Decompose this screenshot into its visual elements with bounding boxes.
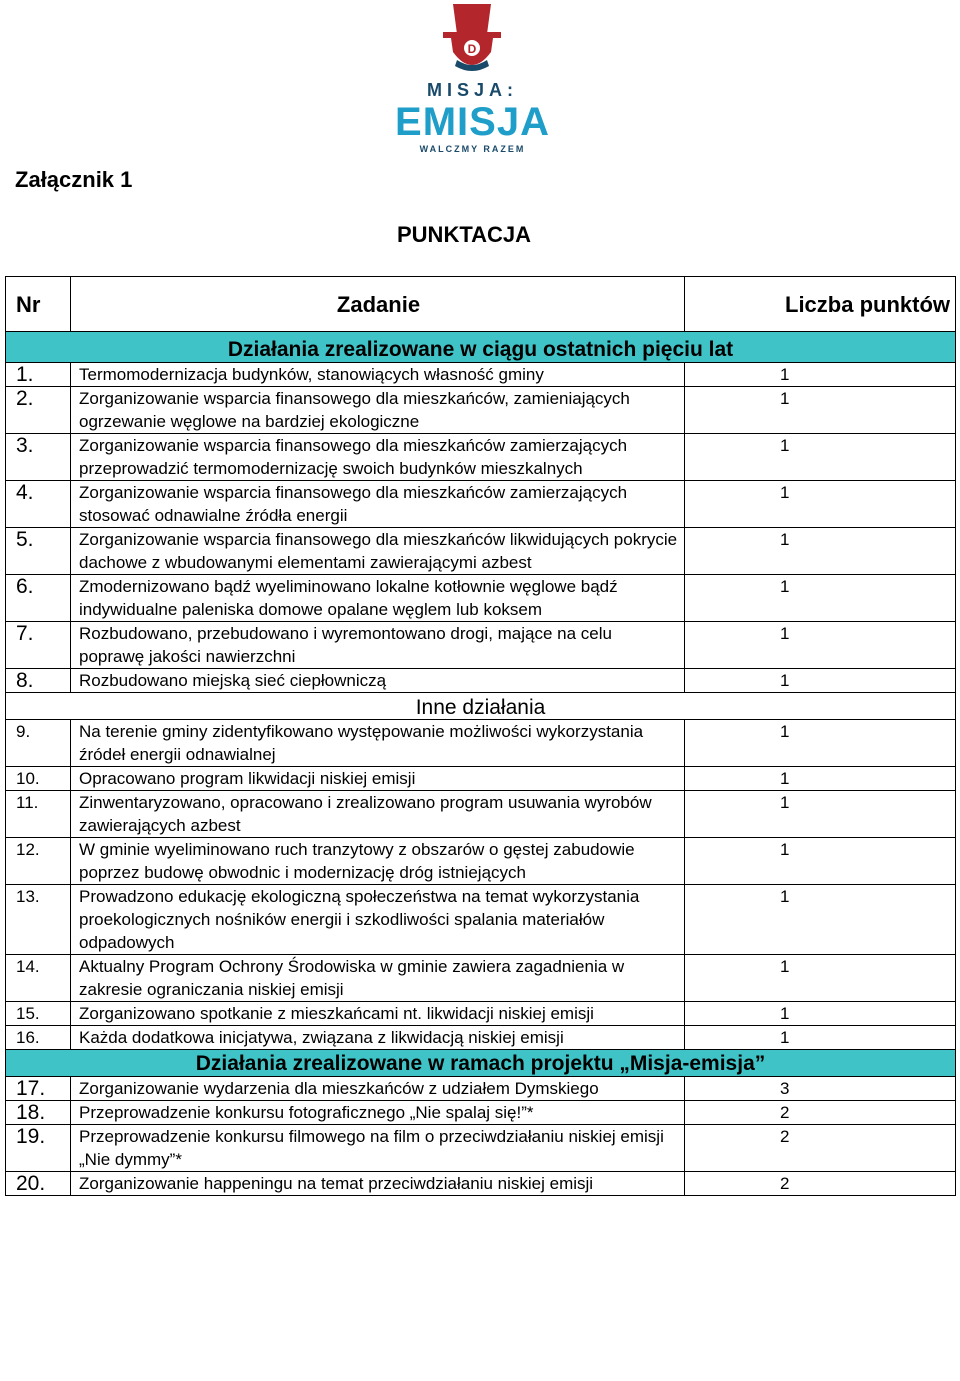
row-task: Opracowano program likwidacji niskiej emisji (71, 767, 685, 791)
row-number: 16. (6, 1026, 71, 1050)
points-table (5, 276, 956, 1196)
row-number: 8. (6, 669, 71, 693)
row-task: Rozbudowano, przebudowano i wyremontowano drogi, mające na celu poprawę jakości nawierzchni (71, 622, 685, 669)
table-row (6, 885, 956, 955)
row-task: Prowadzono edukację ekologiczną społeczeństwa na temat wykorzystania proekologicznych nośników energii i szkodliwości spalania materiałów odpadowych (71, 885, 685, 955)
row-number: 18. (6, 1101, 71, 1125)
table-row (6, 363, 956, 387)
row-task: Rozbudowano miejską sieć ciepłowniczą (71, 669, 685, 693)
row-number: 1. (6, 363, 71, 387)
table-row (6, 528, 956, 575)
row-number: 12. (6, 838, 71, 885)
row-number: 5. (6, 528, 71, 575)
row-number: 11. (6, 791, 71, 838)
table-row (6, 575, 956, 622)
row-points: 1 (685, 791, 956, 838)
row-points: 1 (685, 622, 956, 669)
row-points: 1 (685, 363, 956, 387)
table-row (6, 720, 956, 767)
row-number: 2. (6, 387, 71, 434)
logo-line2: EMISJA (395, 100, 550, 144)
section-title: Inne działania (6, 693, 956, 720)
row-points: 1 (685, 767, 956, 791)
svg-text:D: D (467, 42, 477, 56)
table-row (6, 955, 956, 1002)
chimney-mascot-icon (395, 0, 550, 80)
table-row (6, 1101, 956, 1125)
row-task: Każda dodatkowa inicjatywa, związana z likwidacją niskiej emisji (71, 1026, 685, 1050)
row-points: 1 (685, 720, 956, 767)
row-points: 2 (685, 1172, 956, 1196)
section-row (6, 1050, 956, 1077)
row-number: 9. (6, 720, 71, 767)
row-points: 3 (685, 1077, 956, 1101)
row-points: 1 (685, 669, 956, 693)
row-number: 13. (6, 885, 71, 955)
row-task: Zmodernizowano bądź wyeliminowano lokalne kotłownie węglowe bądź indywidualne paleniska domowe opalane węglem lub koksem (71, 575, 685, 622)
annex-label: Załącznik 1 (15, 167, 133, 192)
row-number: 3. (6, 434, 71, 481)
row-task: Zinwentaryzowano, opracowano i zrealizowano program usuwania wyrobów zawierających azbest (71, 791, 685, 838)
row-task: Termomodernizacja budynków, stanowiących własność gminy (71, 363, 685, 387)
table-row (6, 1077, 956, 1101)
row-task: Zorganizowanie wsparcia finansowego dla mieszkańców zamierzających stosować odnawialne źródła energii (71, 481, 685, 528)
row-task: W gminie wyeliminowano ruch tranzytowy z obszarów o gęstej zabudowie poprzez budowę obwodnic i modernizację dróg istniejących (71, 838, 685, 885)
row-number: 10. (6, 767, 71, 791)
section-title: Działania zrealizowane w ciągu ostatnich pięciu lat (6, 332, 956, 363)
row-task: Zorganizowano spotkanie z mieszkańcami nt. likwidacji niskiej emisji (71, 1002, 685, 1026)
row-task: Zorganizowanie wsparcia finansowego dla mieszkańców, zamieniających ogrzewanie węglowe na bardziej ekologiczne (71, 387, 685, 434)
row-points: 1 (685, 838, 956, 885)
row-points: 2 (685, 1101, 956, 1125)
misja-emisja-logo (395, 0, 550, 160)
table-header-row (6, 277, 956, 332)
row-points: 1 (685, 1002, 956, 1026)
row-points: 1 (685, 1026, 956, 1050)
header-nr: Nr (6, 277, 71, 332)
row-task: Przeprowadzenie konkursu filmowego na film o przeciwdziałaniu niskiej emisji „Nie dymmy”* (71, 1125, 685, 1172)
table-row (6, 1172, 956, 1196)
row-task: Na terenie gminy zidentyfikowano występowanie możliwości wykorzystania źródeł energii odnawialnej (71, 720, 685, 767)
header-points: Liczba punktów (685, 277, 956, 332)
row-number: 17. (6, 1077, 71, 1101)
table-row (6, 1026, 956, 1050)
row-task: Aktualny Program Ochrony Środowiska w gminie zawiera zagadnienia w zakresie ograniczania niskiej emisji (71, 955, 685, 1002)
section-title: Działania zrealizowane w ramach projektu „Misja-emisja” (6, 1050, 956, 1077)
row-task: Zorganizowanie wsparcia finansowego dla mieszkańców zamierzających przeprowadzić termomodernizację swoich budynków mieszkalnych (71, 434, 685, 481)
table-row (6, 481, 956, 528)
logo-line1: MISJA: (426, 80, 518, 100)
row-points: 1 (685, 387, 956, 434)
row-task: Zorganizowanie happeningu na temat przeciwdziałaniu niskiej emisji (71, 1172, 685, 1196)
table-row (6, 669, 956, 693)
row-number: 15. (6, 1002, 71, 1026)
row-task: Zorganizowanie wydarzenia dla mieszkańców z udziałem Dymskiego (71, 1077, 685, 1101)
row-task: Zorganizowanie wsparcia finansowego dla mieszkańców likwidujących pokrycie dachowe z wbudowanymi elementami zawierającymi azbest (71, 528, 685, 575)
row-points: 1 (685, 434, 956, 481)
table-row (6, 791, 956, 838)
section-row (6, 332, 956, 363)
row-number: 4. (6, 481, 71, 528)
table-row (6, 838, 956, 885)
section-row (6, 693, 956, 720)
row-points: 1 (685, 481, 956, 528)
table-row (6, 434, 956, 481)
row-points: 1 (685, 885, 956, 955)
row-number: 14. (6, 955, 71, 1002)
header-task: Zadanie (71, 277, 685, 332)
page-title: PUNKTACJA (397, 222, 532, 247)
row-number: 20. (6, 1172, 71, 1196)
row-task: Przeprowadzenie konkursu fotograficznego „Nie spalaj się!”* (71, 1101, 685, 1125)
points-table-body (6, 277, 956, 1196)
table-row (6, 387, 956, 434)
row-points: 1 (685, 575, 956, 622)
table-row (6, 1002, 956, 1026)
row-number: 7. (6, 622, 71, 669)
table-row (6, 1125, 956, 1172)
table-row (6, 622, 956, 669)
row-points: 1 (685, 955, 956, 1002)
row-points: 2 (685, 1125, 956, 1172)
table-row (6, 767, 956, 791)
row-number: 19. (6, 1125, 71, 1172)
row-points: 1 (685, 528, 956, 575)
logo-tagline: WALCZMY RAZEM (419, 144, 526, 154)
row-number: 6. (6, 575, 71, 622)
